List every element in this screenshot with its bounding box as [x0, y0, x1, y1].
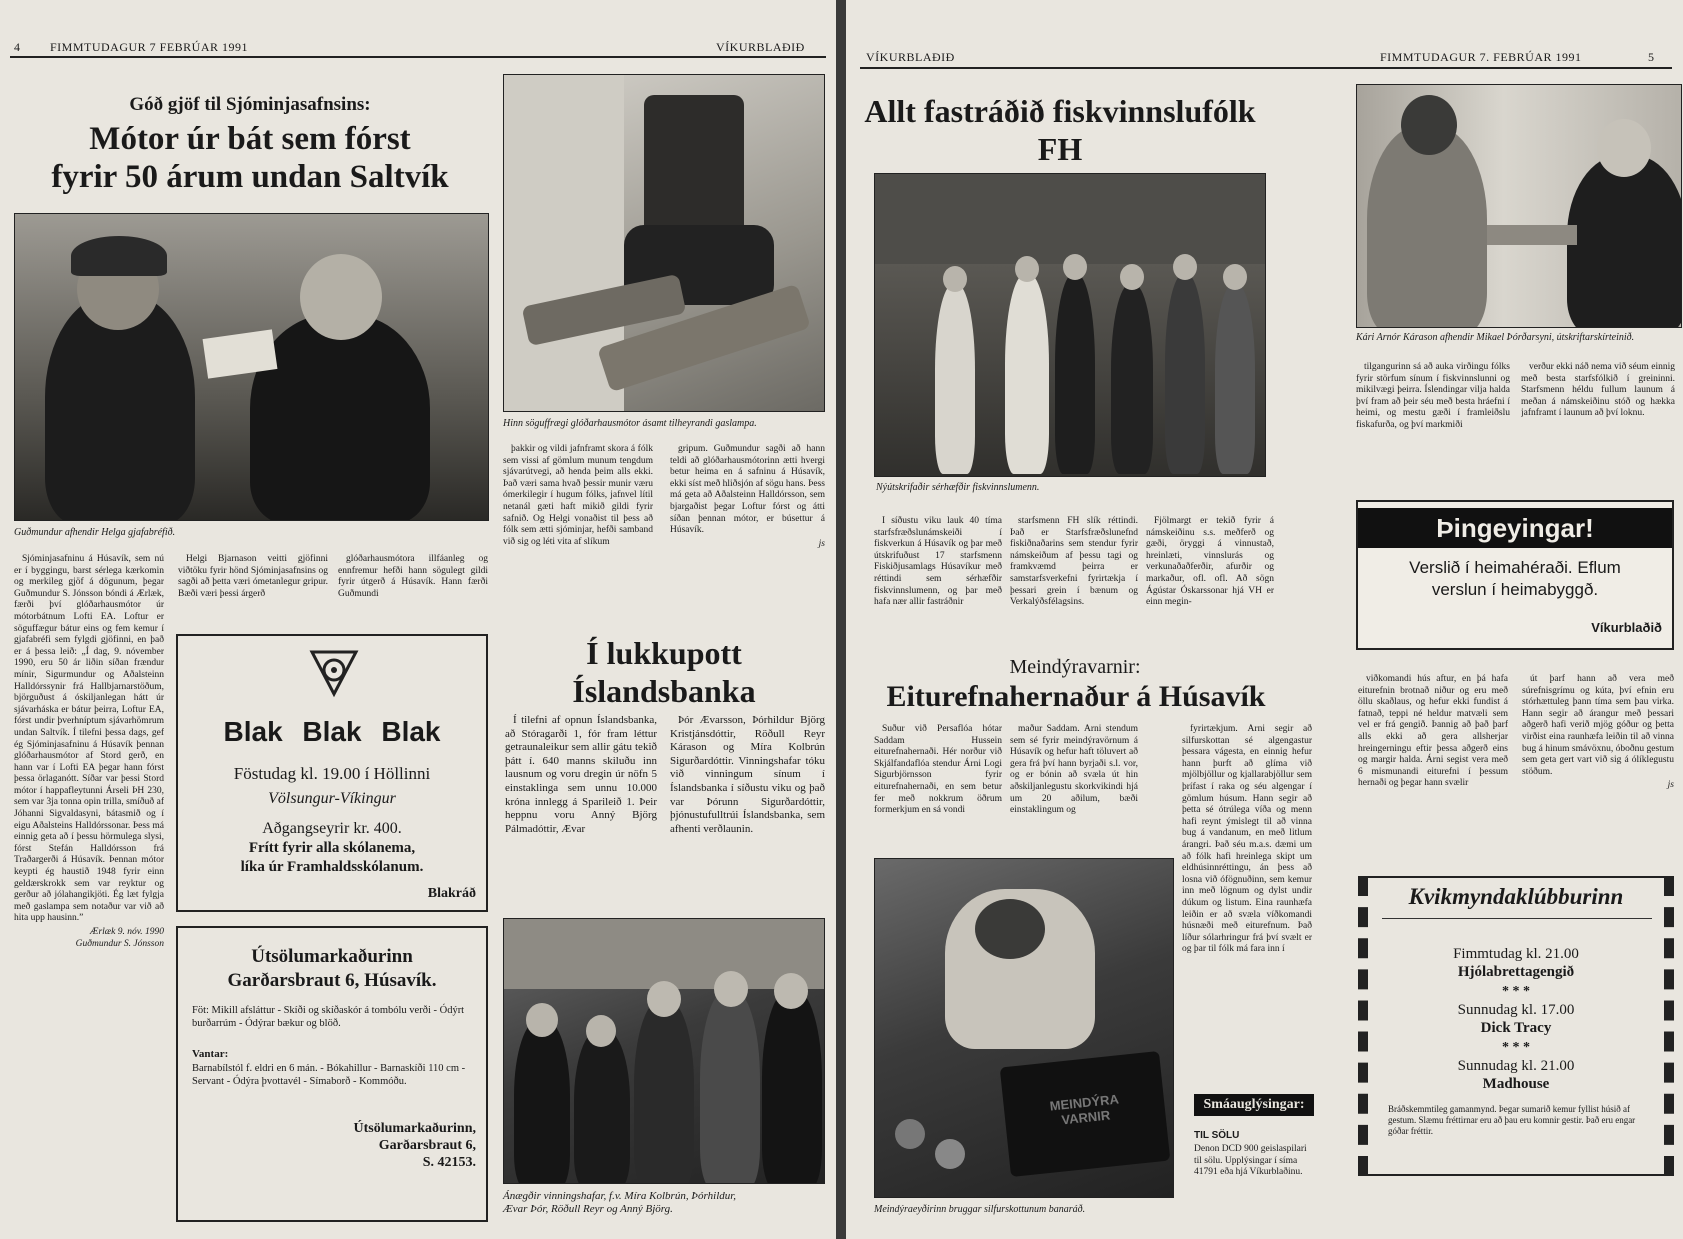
meindyr-col5: út þarf hann að vera með súrefnisgrímu og kúta, því efnin eru stórhættuleg þann tíma sem þau virka. Hann segir að árangur með þessari aðgerð hafi verið mjög góður og þetta virðist eina raunhæfa leiðin til að vinna bug á hinum smávöxnu, óboðnu gestum sem geta gert vart við sig á ólíklegustu stöðum. js	[1522, 674, 1674, 791]
right-page	[846, 0, 1683, 1239]
stars-divider-1: * * *	[1502, 984, 1530, 999]
article1-col2: Helgi Bjarnason veitti gjöfinni viðtöku fyrir hönd Sjóminjasafnsins og sagði að þetta væri ómetanlegur gripur. Bæði væri þessi árgerð	[178, 554, 328, 599]
side-col2: verður ekki náð nema við séum einnig með besta starfsfólkið í greininni. Starfsmenn héldu fullum launum á meðan á námskeiðinu stóð og hækka jafnframt í launum að því loknu.	[1521, 362, 1675, 419]
utsolu-ad	[176, 926, 488, 1222]
exterminator-photo	[874, 858, 1174, 1198]
blak-free-line1: Frítt fyrir alla skólanema,	[248, 840, 416, 856]
meindyr-col3: fyrirtækjum. Árni segir að silfurskottan sé algengastur þessara vágesta, en einnig hefur hann þurft að glíma við mjölbjöllur og kjallarabjöllur sem þrífast í raka og séu algengar í gömlum húsum. Hann segir að þetta sé ótrúlega víða og menn hafi reynt ýmislegt til að vinna bug á vandanum, en með litlum árangri. Það séu m.a.s. dæmi um að fólk hafi hreinlega skipt um eldhúsinnréttingu, án þess að losna við ófögnuðinn, sem kemur inn með lögnum og dylst undir dúkum og listum. Eina raunhæfa leiðin er að svæla víðkomandi húsnæði með eiturefnum. Það líður sólarhringur frá því svælt er og þar til fólk má fara inn í	[1182, 724, 1312, 955]
graduates-photo-caption: Nýútskrifaðir sérhæfðir fiskvinnslumenn.	[876, 482, 1040, 493]
utsolu-vantar-label: Vantar:	[192, 1048, 229, 1060]
meindyr-col4: viðkomandi hús aftur, en þá hafa eiturefnin brotnað niður og eru með öllu skaðlaus, og hefur ekki fundist á fatnað, teppi né heldur matvæli sem vel er frá gengið. Þannig að það þarf alls ekki að gera allsherjar hreingerningu eftir þessa aðgerð eins og margir halda. Árni segist vera með 6 mismunandi eiturefni í þessum hernaði og þegar hann svælir	[1358, 674, 1508, 789]
utsolu-text1: Föt: Mikill afsláttur - Skíði og skíðaskór á tombólu verði - Ódýrt burðarrúm - Ódýrar bækur og blöð.	[192, 1005, 465, 1029]
page-number: 4	[14, 40, 21, 54]
film1-title: Hjólabrettagengið	[1457, 964, 1575, 980]
fastradid-col3: Fjölmargt er tekið fyrir á námskeiðinu s.s. meðferð og gæði, öryggi á vinnustað, hreinlæti, vinnslurás og verkunaðaðferðir, afurðir og markaður, ofl. ofl. Að sögn Ágústar Óskarssonar hjá VH er einn megin-	[1146, 516, 1274, 608]
blak-price: Aðgangseyrir kr. 400.	[262, 820, 402, 837]
fastradid-col2: starfsmenn FH slík réttindi. Það er Starfsfræðslunefnd fiskiðnaðarins sem stendur fyrir námskeiðum af þessu tagi og framkvæmd þeirra er samstarfsverkefni fyrirtækja í þessari grein í bænum og Verkalýðsfélagsins.	[1010, 516, 1138, 608]
article1-col3: glóðarhausmótora illfáanleg og ennfremur hefði hann sögulegt gildi fyrir útgerð á Húsavík. Hann færði Guðmundi	[338, 554, 488, 599]
kvikmynd-note: Bráðskemmtileg gamanmynd. Þegar sumarið kemur fyllist húsið af gestum. Slæmu fréttirnar eru að þau eru komnir gestir. Það eru engar góðar fréttir.	[1388, 1104, 1636, 1136]
blak-time: Föstudag kl. 19.00 í Höllinni	[233, 764, 431, 783]
utsolu-sign: Útsölumarkaðurinn, Garðarsbraut 6, S. 42153.	[353, 1121, 476, 1170]
article2-col2: Þór Ævarsson, Þórhildur Björg Kristjánsdóttir, Röðull Reyr Kárason og Míra Kolbrún Sigurðardóttir. Vinningshafar tóku við vinningum sínum í Íslandsbanka í síðustu viku og það var Þórunn Sigurðardóttir, þjónustufulltrúi Íslandsbanka, sem afhenti verðlaunin.	[670, 714, 825, 835]
winners-photo-caption: Ánægðir vinningshafar, f.v. Míra Kolbrún, Þórhildur, Ævar Þór, Röðull Reyr og Anný Björg.	[503, 1190, 737, 1215]
kvikmynd-title: Kvikmyndaklúbburinn	[1408, 884, 1624, 909]
certificate-photo	[1356, 84, 1682, 328]
meindyr-case-label: MEINDÝRA VARNIR	[1048, 1091, 1120, 1128]
winners-photo	[503, 918, 825, 1184]
utsolu-title-2: Garðarsbraut 6, Húsavík.	[227, 970, 437, 991]
article-kicker: Góð gjöf til Sjóminjasafnsins:	[129, 94, 371, 115]
utsolu-text2: Barnabílstól f. eldri en 6 mán. - Bókahillur - Barnaskíði 110 cm - Servant - Ódýra þvottavél - Símaborð - Kommóðu.	[192, 1063, 466, 1087]
paper-name: VÍKURBLAÐIÐ	[716, 40, 805, 54]
blak-ad	[176, 634, 488, 912]
film3-time: Sunnudag kl. 21.00	[1457, 1058, 1575, 1074]
graduates-photo	[874, 173, 1266, 477]
handover-photo-caption: Guðmundur afhendir Helga gjafabréfið.	[14, 527, 176, 538]
meindyr-headline: Eiturefnahernaður á Húsavík	[886, 680, 1266, 713]
fastradid-headline: Allt fastráðið fiskvinnslufólk FH	[864, 93, 1256, 167]
thingeyingar-title: Þingeyingar!	[1358, 508, 1672, 548]
article1-col5: gripum. Guðmundur sagði að hann teldi að glóðarhausmótorinn ætti hvergi betur heima en á safninu á Húsavík, ekki síst með hliðsjón af sögu hans. Þess má geta að Aðalsteinn Halldórsson, sem bjargaðist þegar Loftur fórst og átti síðan þennan mótor, er búsettur á Húsavík. js	[670, 444, 825, 549]
thingeyingar-line1: Verslið í heimahéraði. Eflum	[1409, 558, 1621, 577]
paper-name: VÍKURBLAÐIÐ	[866, 50, 955, 64]
page-number: 5	[1648, 50, 1655, 64]
thingeyingar-sign: Víkurblaðið	[1591, 620, 1662, 635]
film2-time: Sunnudag kl. 17.00	[1457, 1002, 1575, 1018]
film3-title: Madhouse	[1482, 1076, 1550, 1092]
blak-teams: Völsungur-Víkingur	[268, 790, 396, 807]
engine-photo	[503, 74, 825, 412]
article2-col1: Í tilefni af opnun Íslandsbanka, að Stóragarði 1, fór fram léttur getraunaleikur sem allir gátu tekið þátt í. 640 manns skiluðu inn lausnum og voru dregin úr nöfn 5 einstaklinga sem unnu 10.000 króna innlegg á Sparileið 1. Þeir heppnu voru Anný Björg Pálmadóttir, Ævar	[505, 714, 657, 835]
utsolu-title-1: Útsölumarkaðurinn	[251, 946, 413, 967]
meindyr-col1: Suður við Persaflóa hótar Saddam Hussein eiturefnahernaði. Hér norður við Skjálfandaflóa stendur Árni Logi Sigurbjörnsson fyrir eiturefnahernaði, en sem betur fer með nokkrum öðrum formerkjum en sá vondi	[874, 724, 1002, 816]
meindyr-kicker: Meindýravarnir:	[1009, 656, 1141, 678]
meindyr-col2: maður Saddam. Árni stendum sem sé fyrir meindýravörnum á Húsavík og hefur haft töluvert að gera frá því hann byrjaði s.l. vor, og er bónin að svæla út hin aðskiljanlegustu skorkvikindi hjá um 20 aðilum, bæði einstaklingum og	[1010, 724, 1138, 816]
handover-photo	[14, 213, 489, 521]
classifieds-banner: Smáauglýsingar:	[1194, 1094, 1314, 1116]
issue-date: FIMMTUDAGUR 7 FEBRÚAR 1991	[50, 40, 249, 54]
blak-sign: Blakráð	[427, 886, 476, 901]
volleyball-logo-icon	[308, 648, 360, 700]
article1-col4: þakkir og vildi jafnframt skora á fólk sem vissi af gömlum munum tengdum sjávarútvegi, að henda þeim alls ekki. Það væri sama hvað þessir munir væru ómerkilegir í hugum fólks, jafnvel lítil netanál gæti haft mikið gildi fyrir safnið. Og Helgi vonaðist til þess að fólk sem ætti sjóminjar, hefði samband við sig og léti vita af slíkum	[503, 444, 653, 547]
lukkupott-headline: Í lukkupott Íslandsbanka	[572, 635, 756, 709]
stars-divider-2: * * *	[1502, 1040, 1530, 1055]
thingeyingar-ad	[1356, 500, 1674, 650]
side-col1: tilgangurinn sá að auka virðingu fólks fyrir störfum sínum í fiskvinnslunni og mikilvægi þeirra. Íslendingar vilja halda því fram að þeir séu með besta hráefni í heimi, og mestu gæði í framleiðslu fiskafurða, og því markmiði	[1356, 362, 1510, 430]
article-headline: Mótor úr bát sem fórst fyrir 50 árum undan Saltvík	[51, 121, 449, 195]
kvikmynd-ad	[1358, 876, 1674, 1176]
certificate-photo-caption: Kári Arnór Kárason afhendir Mikael Þórðarsyni, útskriftarskírteinið.	[1356, 332, 1635, 343]
blak-free-line2: líka úr Framhaldsskólanum.	[240, 859, 424, 875]
blak-title: Blak Blak Blak	[223, 716, 441, 747]
film2-title: Dick Tracy	[1480, 1020, 1552, 1036]
fastradid-col1: Í síðustu viku lauk 40 tíma starfsfræðslunámskeiði í fiskverkun á Húsavík og þar með útskrifuðust 17 starfsmenn Fiskiðjusamlags Húsavíkur með réttindi sem sérhæfðir fiskvinnslumenn, og þar með hafa nær allir fastráðnir	[874, 516, 1002, 608]
thingeyingar-line2: verslun í heimabyggð.	[1431, 580, 1599, 599]
issue-date: FIMMTUDAGUR 7. FEBRÚAR 1991	[1380, 50, 1582, 64]
article1-col1: Sjóminjasafninu á Húsavík, sem nú er í byggingu, barst sérlega kærkomin og merkileg gjöf á dögunum, þegar Guðmundur S. Jónsson bóndi á Ærlæk, færði því glóðarhausmótor úr mótorbátnum Lofti EA. Loftur er söguffægur bátur eins og fem kemur í gjafabréfi sem fylgdi gjöfinni, en það er á þessa leið: „Í dag, 9. nóvember 1990, eru 50 ár liðin síðan frændur mínir, Sigurmundur og Aðalsteinn Halldórssynir frá Hallbjarnarstöðum, björguðust á óskiljanlegan hátt úr sjávarháska er bátur þeirra, Loftur EA, fórst undir þverhníptum sjávarhömrum undan Saltvík. Í tilefni þessa dags, gef ég Sjóminjasafninu á Húsavík þennan glóðarhausmótor af Stord gerð, en hann var í Lofti EA þegar hann fórst þessa örlaganótt. Síðar var þessi Stord mótor í happafleytunni Árseli ÞH 230, sem var 3ja tonna opin trilla, smíðuð af Jóhanni Sigvaldasyni, bátasmið og í eigu Aðalsteins Halldórssonar. Þess má einnig geta að í þessu hörmulega slysi, fórst Stefán Halldórsson frá Traðargerði á Húsavík. Þennan mótor keypti ég haustið 1948 fyrir einn geldærskrokk sem var reyktur og gerður að jólahangikjöti. Ég læt fylgja með gaslampa sem notaður var við að hita upp hausinn.” Ærlæk 9. nóv. 1990 Guðmundur S. Jónsson	[14, 554, 164, 949]
left-page	[0, 0, 836, 1239]
classifieds-title: TIL SÖLU	[1194, 1130, 1240, 1141]
exterminator-photo-caption: Meindýraeyðirinn bruggar silfurskottunum banaráð.	[874, 1204, 1086, 1215]
engine-photo-caption: Hinn söguffrægi glóðarhausmótor ásamt tilheyrandi gaslampa.	[503, 418, 757, 429]
film1-time: Fimmtudag kl. 21.00	[1453, 946, 1579, 962]
classifieds-text: Denon DCD 900 geislaspilari til sölu. Upplýsingar í síma 41791 eða hjá Víkurblaðinu.	[1194, 1144, 1307, 1178]
